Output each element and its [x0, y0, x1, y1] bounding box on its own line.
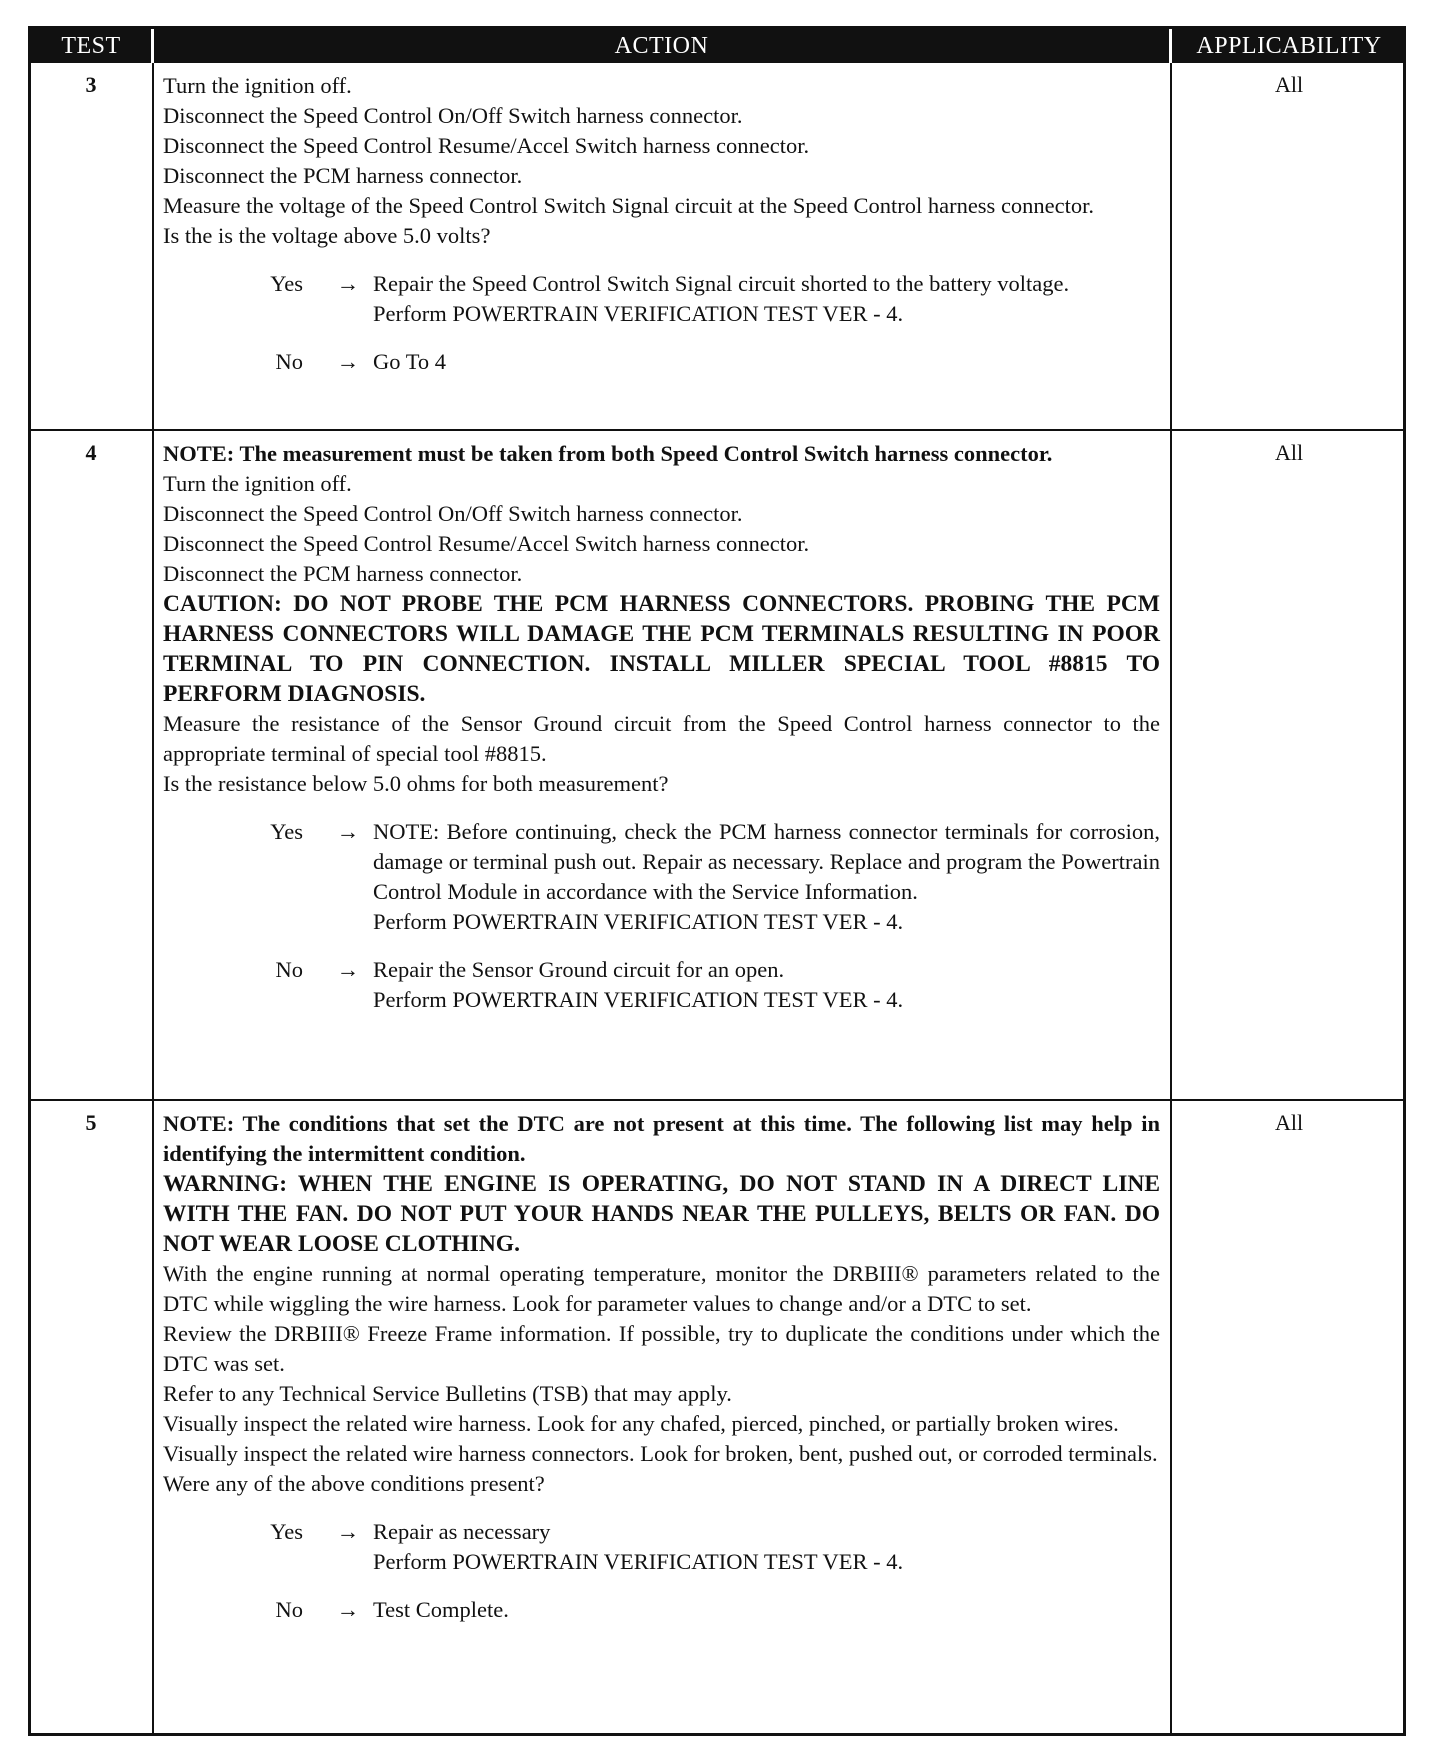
test-row-4	[31, 429, 1403, 1099]
action-step: Visually inspect the related wire harness. Look for any chafed, pierced, pinched, or partially broken wires.	[163, 1411, 1119, 1436]
answer-no	[163, 347, 1160, 377]
answer-no-label: No	[275, 1597, 303, 1622]
action-question: Is the resistance below 5.0 ohms for both measurement?	[163, 771, 669, 796]
answer-yes	[163, 817, 1160, 937]
answer-yes-label: Yes	[270, 1519, 303, 1544]
answer-yes-label: Yes	[270, 271, 303, 296]
answer-text: Perform POWERTRAIN VERIFICATION TEST VER - 4.	[373, 987, 904, 1012]
answer-yes	[163, 1517, 1160, 1577]
answer-yes	[163, 269, 1160, 329]
arrow-right-icon: →	[336, 1597, 360, 1622]
action-step: Disconnect the Speed Control On/Off Switch harness connector.	[163, 103, 743, 128]
action-cell	[163, 1109, 1160, 1625]
applicability-value: All	[1274, 1110, 1304, 1135]
header-test: TEST	[31, 29, 151, 63]
answer-text: Repair the Sensor Ground circuit for an open.	[373, 957, 785, 982]
answer-no-label: No	[275, 349, 303, 374]
applicability-value: All	[1274, 440, 1304, 465]
test-row-5	[31, 1099, 1403, 1733]
answer-text: NOTE: Before continuing, check the PCM harness connector terminals for corrosion, damage or terminal push out. Repair as necessary. Replace and program the Powertrain Control Module in accordance with the Service Information.	[373, 819, 1160, 904]
answer-yes-label: Yes	[270, 819, 303, 844]
answer-text: Perform POWERTRAIN VERIFICATION TEST VER - 4.	[373, 301, 904, 326]
action-step: Refer to any Technical Service Bulletins (TSB) that may apply.	[163, 1381, 732, 1406]
answer-no-label: No	[275, 957, 303, 982]
arrow-right-icon: →	[336, 957, 360, 982]
action-step: Disconnect the Speed Control Resume/Accel Switch harness connector.	[163, 133, 810, 158]
test-number: 4	[85, 440, 97, 465]
action-step: Measure the resistance of the Sensor Ground circuit from the Speed Control harness connector to the appropriate terminal of special tool #8815.	[163, 711, 1160, 766]
caution-text: CAUTION: DO NOT PROBE THE PCM HARNESS CONNECTORS. PROBING THE PCM HARNESS CONNECTORS WILL DAMAGE THE PCM TERMINALS RESULTING IN POOR TERMINAL TO PIN CONNECTION. INSTALL MILLER SPECIAL TOOL #8815 TO PERFORM DIAGNOSIS.	[163, 591, 1160, 707]
warning-text: WARNING: WHEN THE ENGINE IS OPERATING, DO NOT STAND IN A DIRECT LINE WITH THE FAN. DO NOT PUT YOUR HANDS NEAR THE PULLEYS, BELTS OR FAN. DO NOT WEAR LOOSE CLOTHING.	[163, 1171, 1160, 1257]
answer-text: Test Complete.	[373, 1597, 509, 1622]
action-step: Disconnect the Speed Control Resume/Accel Switch harness connector.	[163, 531, 810, 556]
test-number: 5	[85, 1110, 97, 1135]
header-action: ACTION	[154, 29, 1169, 63]
test-number: 3	[85, 72, 97, 97]
answer-text: Go To 4	[373, 349, 447, 374]
answer-no	[163, 955, 1160, 1015]
action-step: Turn the ignition off.	[163, 73, 352, 98]
answer-no	[163, 1595, 1160, 1625]
action-step: Review the DRBIII® Freeze Frame information. If possible, try to duplicate the conditions under which the DTC was set.	[163, 1321, 1160, 1376]
action-step: Visually inspect the related wire harness connectors. Look for broken, bent, pushed out, or corroded terminals.	[163, 1441, 1158, 1466]
action-step: Disconnect the Speed Control On/Off Switch harness connector.	[163, 501, 743, 526]
action-step: Disconnect the PCM harness connector.	[163, 163, 523, 188]
action-step: Turn the ignition off.	[163, 471, 352, 496]
diagnostic-test-table	[28, 26, 1406, 1736]
answer-text: Repair the Speed Control Switch Signal circuit shorted to the battery voltage.	[373, 271, 1070, 296]
answer-text: Repair as necessary	[373, 1519, 551, 1544]
action-step: Measure the voltage of the Speed Control Switch Signal circuit at the Speed Control harness connector.	[163, 193, 1095, 218]
action-question: Were any of the above conditions present?	[163, 1471, 545, 1496]
note-text: NOTE: The conditions that set the DTC are not present at this time. The following list may help in identifying the intermittent condition.	[163, 1111, 1160, 1166]
test-row-3	[31, 63, 1403, 429]
header-applicability: APPLICABILITY	[1172, 29, 1406, 63]
arrow-right-icon: →	[336, 819, 360, 844]
answer-text: Perform POWERTRAIN VERIFICATION TEST VER - 4.	[373, 1549, 904, 1574]
action-cell	[163, 71, 1160, 377]
arrow-right-icon: →	[336, 349, 360, 374]
action-step: With the engine running at normal operating temperature, monitor the DRBIII® parameters related to the DTC while wiggling the wire harness. Look for parameter values to change and/or a DTC to set.	[163, 1261, 1160, 1316]
answer-text: Perform POWERTRAIN VERIFICATION TEST VER - 4.	[373, 909, 904, 934]
applicability-value: All	[1274, 72, 1304, 97]
action-question: Is the is the voltage above 5.0 volts?	[163, 223, 491, 248]
action-cell	[163, 439, 1160, 1015]
action-step: Disconnect the PCM harness connector.	[163, 561, 523, 586]
arrow-right-icon: →	[336, 1519, 360, 1544]
note-text: NOTE: The measurement must be taken from both Speed Control Switch harness connector.	[163, 441, 1053, 466]
arrow-right-icon: →	[336, 271, 360, 296]
